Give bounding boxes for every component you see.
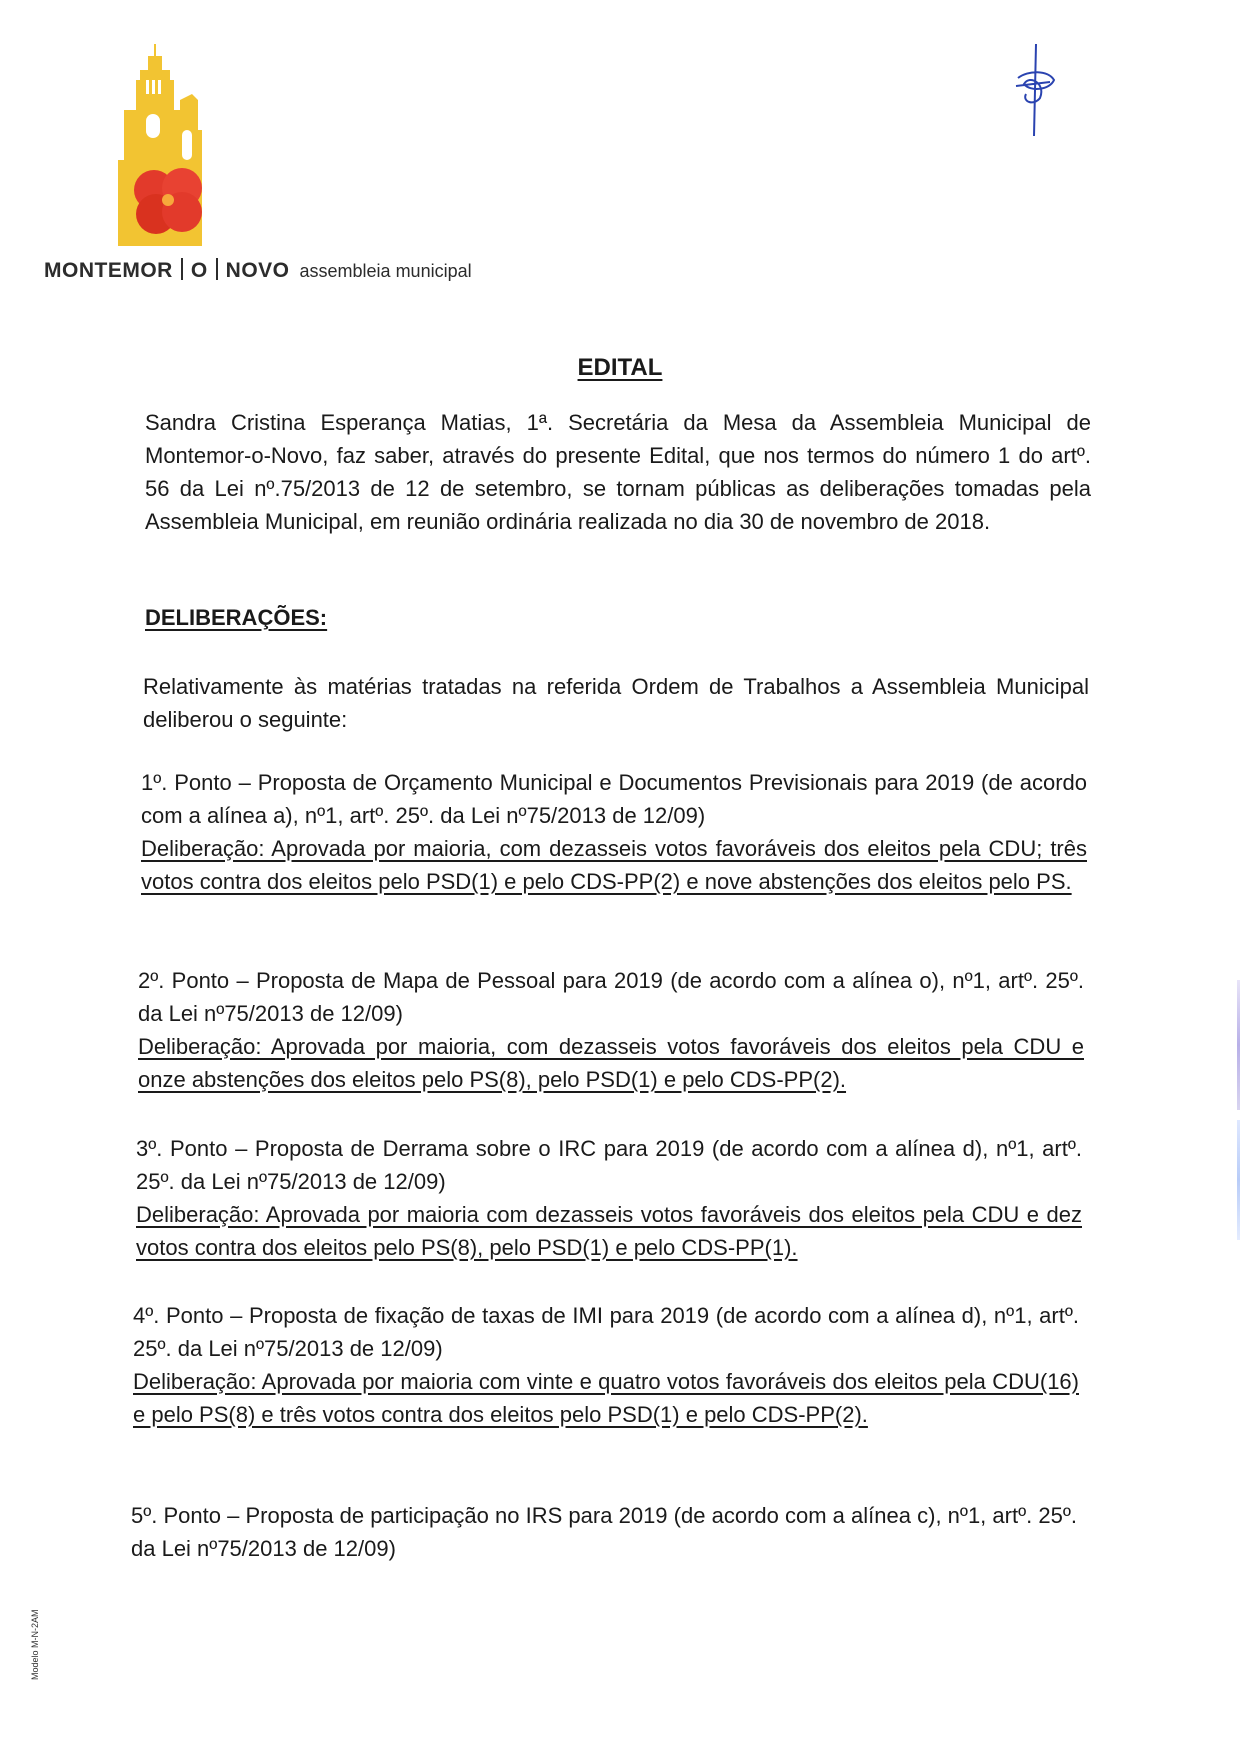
document-title: EDITAL bbox=[577, 354, 663, 381]
point-4-text: 4º. Ponto – Proposta de fixação de taxas de IMI para 2019 (de acordo com a alínea d), nº1, artº. 25º. da Lei nº75/2013 de 12/09) bbox=[133, 1303, 1079, 1361]
brand-wordmark bbox=[44, 258, 472, 283]
initials-signature bbox=[1010, 40, 1060, 140]
brand-part3: NOVO bbox=[225, 259, 290, 282]
point-1-deliberation: Deliberação: Aprovada por maioria, com dezasseis votos favoráveis dos eleitos pela CDU; três votos contra dos eleitos pelo PSD(1) e pelo CDS-PP(2) e nove abstenções dos eleitos pelo PS. bbox=[141, 836, 1087, 894]
intro-paragraph: Sandra Cristina Esperança Matias, 1ª. Secretária da Mesa da Assembleia Municipal de Montemor-o-Novo, faz saber, através do presente Edital, que nos termos do número 1 do artº. 56 da Lei nº.75/2013 de 12 de setembro, se tornam públicas as deliberações tomadas pela Assembleia Municipal, em reunião ordinária realizada no dia 30 de novembro de 2018. bbox=[145, 410, 1091, 534]
model-code bbox=[30, 1610, 50, 1690]
point-2-text: 2º. Ponto – Proposta de Mapa de Pessoal para 2019 (de acordo com a alínea o), nº1, artº. 25º. da Lei nº75/2013 de 12/09) bbox=[138, 968, 1084, 1026]
municipal-logo bbox=[118, 40, 232, 246]
point-1 bbox=[141, 766, 1087, 898]
point-4 bbox=[133, 1299, 1079, 1431]
brand-subtitle: assembleia municipal bbox=[299, 261, 472, 281]
lead-paragraph: Relativamente às matérias tratadas na referida Ordem de Trabalhos a Assembleia Municipal deliberou o seguinte: bbox=[143, 674, 1089, 732]
poppy-flower bbox=[134, 168, 202, 234]
brand-part1: MONTEMOR bbox=[44, 259, 173, 282]
point-3-deliberation: Deliberação: Aprovada por maioria com dezasseis votos favoráveis dos eleitos pela CDU e dez votos contra dos eleitos pelo PS(8), pelo PSD(1) e pelo CDS-PP(1). bbox=[136, 1202, 1082, 1260]
point-4-deliberation: Deliberação: Aprovada por maioria com vinte e quatro votos favoráveis dos eleitos pela CDU(16) e pelo PS(8) e três votos contra dos eleitos pelo PSD(1) e pelo CDS-PP(2). bbox=[133, 1369, 1079, 1427]
brand-part2: O bbox=[190, 259, 208, 282]
point-5 bbox=[131, 1499, 1077, 1565]
point-2 bbox=[138, 964, 1084, 1096]
deliberations-heading: DELIBERAÇÕES: bbox=[145, 605, 328, 630]
point-1-text: 1º. Ponto – Proposta de Orçamento Municipal e Documentos Previsionais para 2019 (de acordo com a alínea a), nº1, artº. 25º. da Lei nº75/2013 de 12/09) bbox=[141, 770, 1087, 828]
point-3-text: 3º. Ponto – Proposta de Derrama sobre o IRC para 2019 (de acordo com a alínea d), nº1, artº. 25º. da Lei nº75/2013 de 12/09) bbox=[136, 1136, 1082, 1194]
model-code-text: Modelo M-N-2AM bbox=[30, 1609, 40, 1680]
point-2-deliberation: Deliberação: Aprovada por maioria, com dezasseis votos favoráveis dos eleitos pela CDU e onze abstenções dos eleitos pelo PS(8), pelo PSD(1) e pelo CDS-PP(2). bbox=[138, 1034, 1084, 1092]
point-3 bbox=[136, 1132, 1082, 1264]
point-5-text: 5º. Ponto – Proposta de participação no IRS para 2019 (de acordo com a alínea c), nº1, artº. 25º. da Lei nº75/2013 de 12/09) bbox=[131, 1503, 1077, 1561]
